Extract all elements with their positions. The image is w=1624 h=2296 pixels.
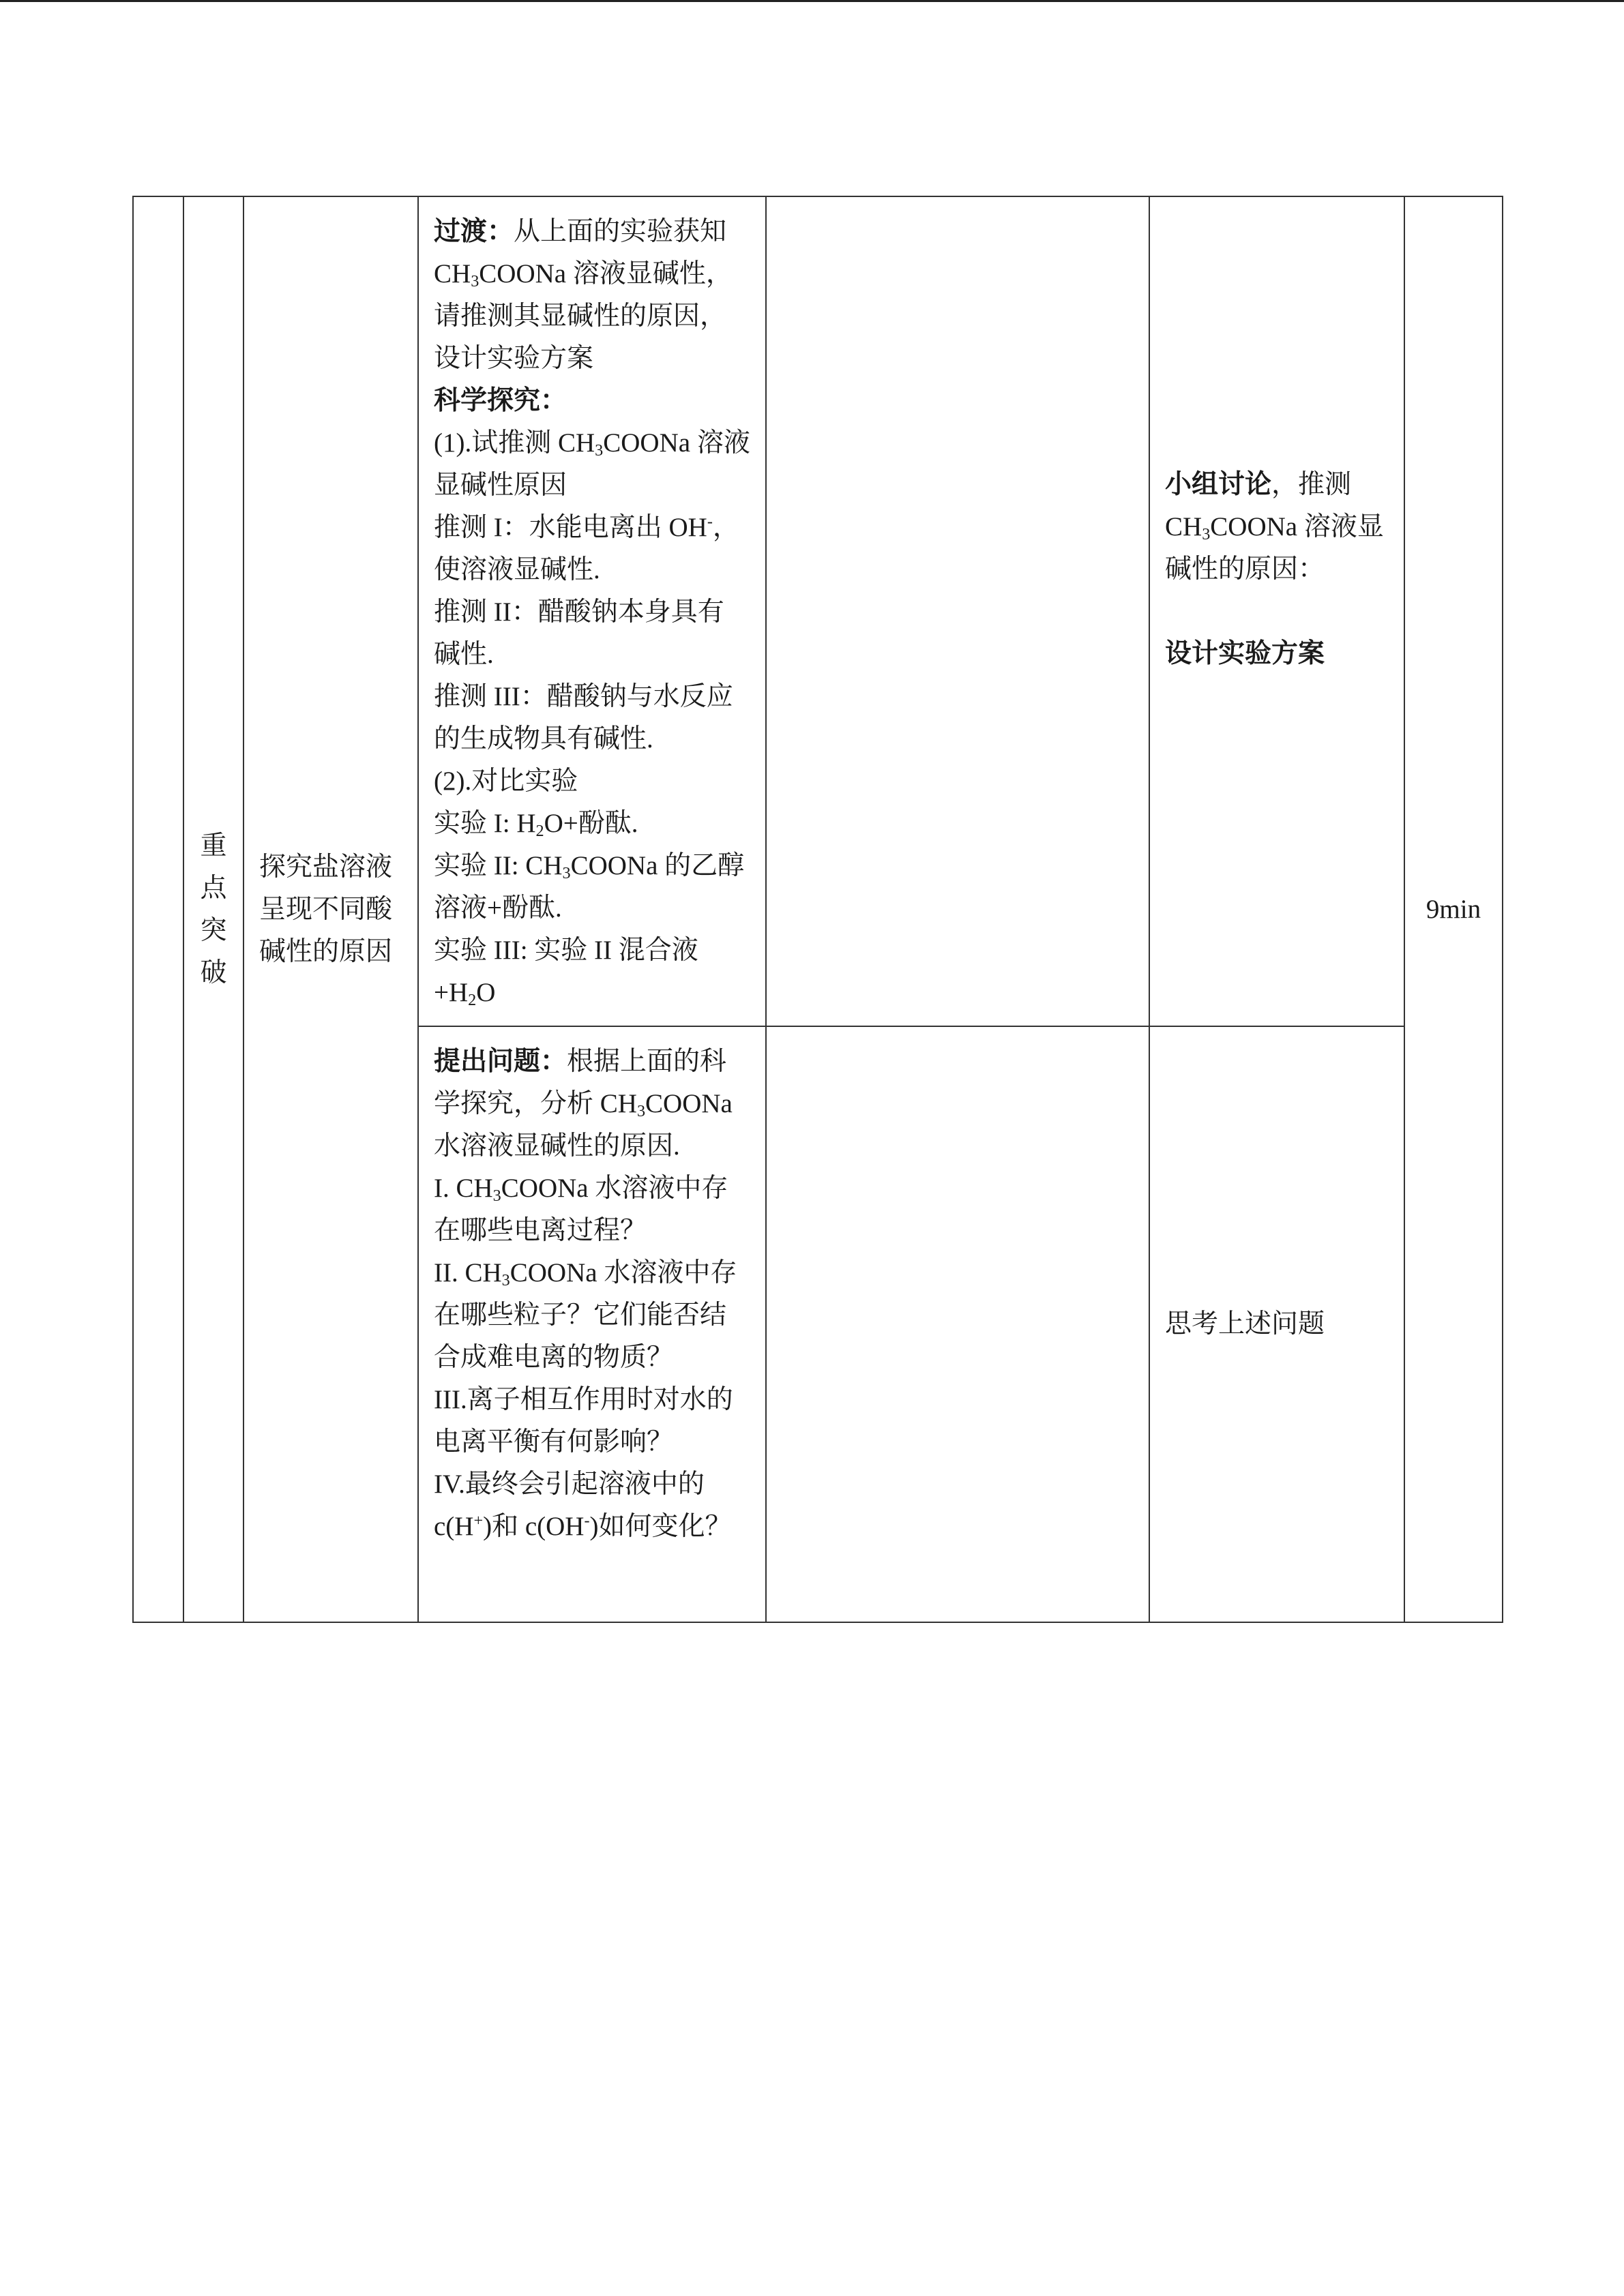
table-row	[133, 196, 1503, 1026]
stage-cell	[183, 196, 243, 1622]
stage-char: 突	[200, 915, 227, 945]
time-text: 9min	[1426, 894, 1481, 924]
spacer-line	[1165, 717, 1389, 760]
spacer-line	[1165, 675, 1389, 717]
question-2: (2).对比实验	[434, 766, 578, 796]
experiment-3: 实验 III: 实验 II 混合液$+H_2O$	[434, 936, 698, 1010]
guess-3: 推测 III：醋酸钠与水反应的生成物具有碱性.	[434, 682, 733, 754]
inquiry-heading: 科学探究：	[434, 386, 567, 415]
empty-cell	[766, 1026, 1149, 1622]
stage-char: 点	[200, 873, 227, 903]
question-intro: 提出问题：根据上面的科学探究，分析 $CH_3COONa$ 水溶液显碱性的原因.	[434, 1047, 733, 1161]
think-text: 思考上述问题	[1165, 1309, 1325, 1339]
student-activity-cell-2	[1149, 1026, 1404, 1622]
spacer-line	[1165, 591, 1389, 633]
question-iv: IV.最终会引起溶液中的 c(H+)和 c(OH-)如何变化？	[434, 1470, 732, 1541]
stage-char: 重	[200, 831, 227, 861]
guess-1: 推测 I：水能电离出 OH-，使溶液显碱性.	[434, 512, 739, 584]
stage-char: 破	[200, 957, 227, 987]
teacher-activity-cell-2	[418, 1026, 766, 1622]
question-i: I. $CH_3COONa$ 水溶液中存在哪些电离过程？	[434, 1174, 728, 1245]
transition-paragraph: 过渡：从上面的实验获知$CH_3COONa$ 溶液显碱性，请推测其显碱性的原因，设计实验方案	[434, 217, 733, 373]
lesson-plan-table	[132, 196, 1503, 1623]
question-1: (1).试推测 $CH_3COONa$ 溶液显碱性原因	[434, 428, 750, 500]
student-activity-cell-1	[1149, 196, 1404, 1026]
time-cell	[1404, 196, 1503, 1622]
empty-cell	[766, 196, 1149, 1026]
question-iii: III.离子相互作用时对水的电离平衡有何影响？	[434, 1385, 733, 1457]
topic-cell	[243, 196, 418, 1622]
discussion-paragraph: 小组讨论，推测 $CH_3COONa$ 溶液显碱性的原因：	[1165, 469, 1384, 584]
top-border-line	[0, 0, 1624, 2]
question-ii: II. $CH_3COONa$ 水溶液中存在哪些粒子？它们能否结合成难电离的物质？	[434, 1258, 737, 1372]
teacher-activity-cell-1	[418, 196, 766, 1026]
design-heading: 设计实验方案	[1165, 638, 1325, 668]
guess-2: 推测 II：醋酸钠本身具有碱性.	[434, 597, 724, 669]
experiment-1: 实验 I: $H_2O+$酚酞.	[434, 809, 638, 841]
topic-text: 探究盐溶液呈现不同酸碱性的原因	[259, 852, 393, 966]
experiment-2: 实验 II: $CH_3COONa$ 的乙醇溶液+酚酞.	[434, 851, 745, 923]
blank-index-cell	[133, 196, 183, 1622]
